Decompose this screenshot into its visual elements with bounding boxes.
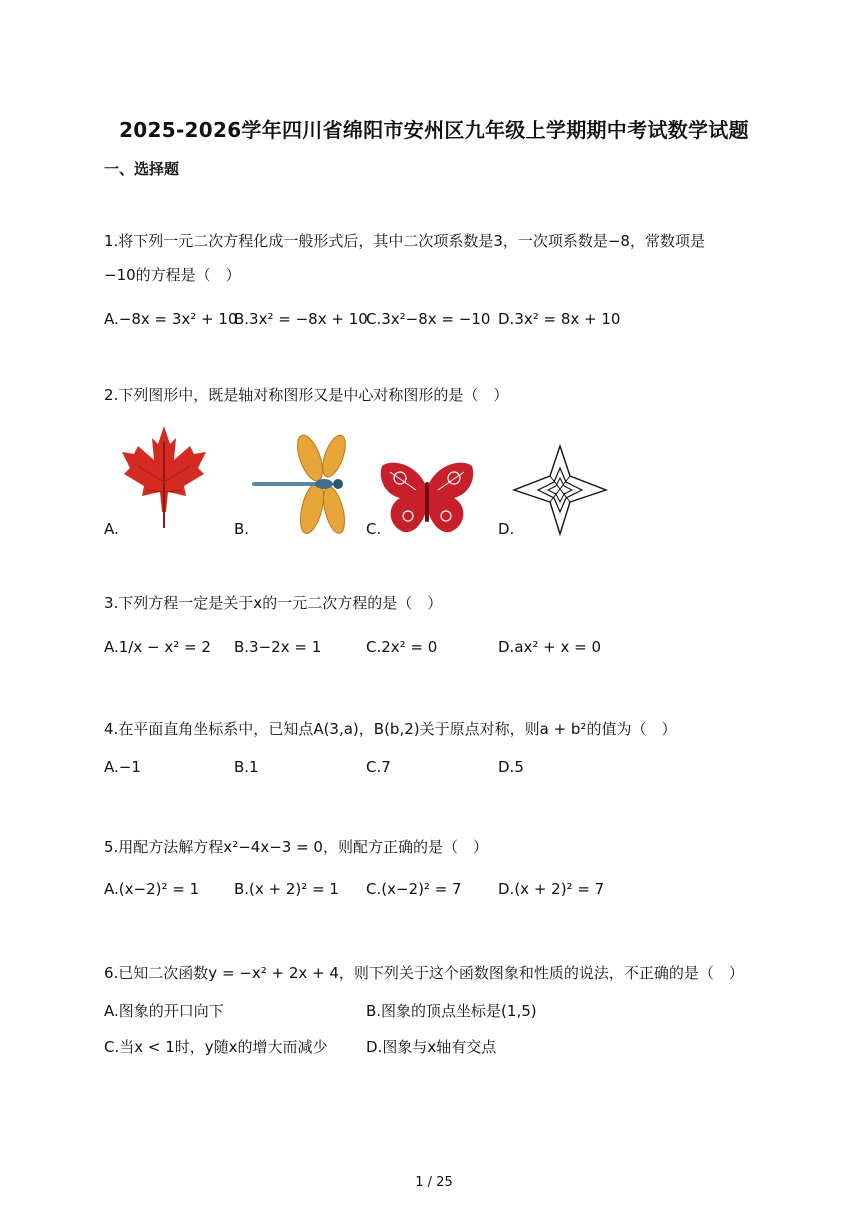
question-4-option-d: D.5 [498, 758, 524, 776]
question-4-option-b: B.1 [234, 758, 259, 776]
maple-leaf-icon [118, 422, 210, 534]
question-3-option-c: C.2x² = 0 [366, 638, 438, 656]
question-4-option-a: A.−1 [104, 758, 141, 776]
question-6-stem: 6.已知二次函数y = −x² + 2x + 4，则下列关于这个函数图象和性质的说法，不正确的是（ ） [104, 964, 744, 982]
section-heading: 一、选择题 [104, 160, 180, 178]
question-6-option-d: D.图象与x轴有交点 [366, 1038, 497, 1056]
question-3-option-d: D.ax² + x = 0 [498, 638, 602, 656]
question-1-option-d: D.3x² = 8x + 10 [498, 310, 621, 328]
question-2-label-d: D. [498, 520, 515, 538]
question-1-option-c: C.3x²−8x = −10 [366, 310, 491, 328]
question-2-label-c: C. [366, 520, 382, 538]
question-1-stem-line2: −10的方程是（ ） [104, 266, 241, 284]
question-4-stem: 4.在平面直角坐标系中，已知点A(3,a)，B(b,2)关于原点对称，则a + b²的值为（ ） [104, 720, 677, 738]
butterfly-icon [378, 458, 476, 536]
question-5-stem: 5.用配方法解方程x²−4x−3 = 0，则配方正确的是（ ） [104, 838, 488, 856]
question-2-label-b: B. [234, 520, 250, 538]
question-6-option-b: B.图象的顶点坐标是(1,5) [366, 1002, 537, 1020]
question-5-option-d: D.(x + 2)² = 7 [498, 880, 605, 898]
question-6-option-a: A.图象的开口向下 [104, 1002, 224, 1020]
question-1-option-a: A.−8x = 3x² + 10 [104, 310, 238, 328]
question-5-option-c: C.(x−2)² = 7 [366, 880, 462, 898]
question-4-option-c: C.7 [366, 758, 391, 776]
question-1-option-b: B.3x² = −8x + 10 [234, 310, 368, 328]
page-number: 1 / 25 [415, 1175, 453, 1190]
question-5-option-b: B.(x + 2)² = 1 [234, 880, 339, 898]
question-6-option-c: C.当x < 1时，y随x的增大而减少 [104, 1038, 328, 1056]
question-3-option-b: B.3−2x = 1 [234, 638, 322, 656]
question-3-option-a: A.1/x − x² = 2 [104, 638, 211, 656]
question-5-option-a: A.(x−2)² = 1 [104, 880, 200, 898]
page-title: 2025-2026学年四川省绵阳市安州区九年级上学期期中考试数学试题 [119, 118, 749, 142]
dragonfly-icon [248, 432, 348, 536]
question-2-stem: 2.下列图形中，既是轴对称图形又是中心对称图形的是（ ） [104, 386, 509, 404]
question-3-stem: 3.下列方程一定是关于x的一元二次方程的是（ ） [104, 594, 443, 612]
question-1-stem-line1: 1.将下列一元二次方程化成一般形式后，其中二次项系数是3，一次项系数是−8，常数项是 [104, 232, 705, 250]
question-2-label-a: A. [104, 520, 119, 538]
star-icon [510, 444, 610, 536]
